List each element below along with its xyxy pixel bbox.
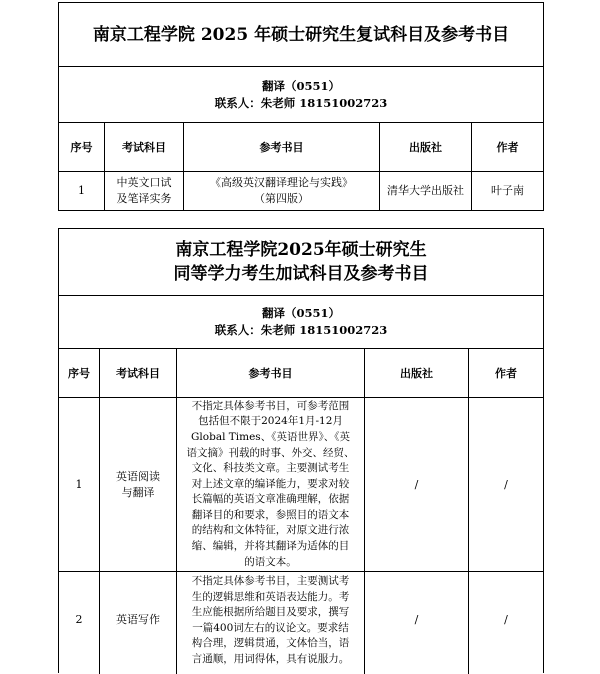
table1-row1-no: 1 — [78, 184, 85, 197]
table2-row1-book: 不指定具体参考书目，可参考范围 包括但不限于2024年1月-12月 Global Times、《英语世界》、《英 语文摘》刊载的时事、外交、经贸、 文化、科技类文章。主要测试考生 对上述文章的编译能力，要求对较 长篇幅的英语文章准确理解，依据 翻译目的和要求，参照目的语文本 的结构和文体特征，对原文进行浓 缩、编辑，并将其翻译为适体的目 的语文本。 — [186, 399, 355, 568]
table2-row2-publisher: / — [414, 612, 419, 626]
table2-row2-author: / — [504, 612, 508, 626]
table2-header-subject: 考试科目 — [116, 367, 160, 380]
table1-row1-subject: 中英文口试 及笔译实务 — [116, 176, 172, 205]
table2-row2-subject: 英语写作 — [116, 612, 160, 626]
table2-header-no: 序号 — [68, 367, 90, 380]
table2-subject-code: 翻译（0551） — [261, 306, 340, 320]
table2-header-books: 参考书目 — [248, 367, 293, 380]
table-equivalent-extra-subjects — [58, 228, 544, 673]
table1-row1-publisher: 清华大学出版社 — [387, 184, 464, 197]
table2-row1-publisher: / — [414, 477, 419, 491]
table1-header-no: 序号 — [70, 141, 93, 154]
table1-contact: 联系人：朱老师 18151002723 — [214, 95, 388, 110]
table2-header-author: 作者 — [495, 367, 517, 380]
table1-subject-info — [59, 67, 543, 122]
table1-header-subject: 考试科目 — [122, 141, 166, 154]
table2-row2-no: 2 — [75, 612, 83, 626]
table2-row1-author: / — [504, 477, 508, 491]
table1-header-books: 参考书目 — [259, 141, 304, 154]
table1-row1-book: 《高级英汉翻译理论与实践》 （第四版） — [210, 176, 353, 205]
table2-row2-book: 不指定具体参考书目，主要测试考 生的逻辑思维和英语表达能力。考 生应能根据所给题目及要求，撰写 一篇400词左右的议论文。要求结 构合理，逻辑贯通，文体恰当，语 言通顺，用词得体，具有说服力。 — [191, 575, 350, 665]
table1-row1-author: 叶子南 — [491, 184, 524, 197]
table2-header-publisher: 出版社 — [400, 367, 433, 380]
table1-title: 南京工程学院 2025 年硕士研究生复试科目及参考书目 — [92, 24, 510, 45]
table2-row1-no: 1 — [75, 477, 83, 491]
table1-header-publisher: 出版社 — [409, 141, 442, 154]
table-retest-subjects — [58, 2, 544, 211]
table2-row1-subject: 英语阅读 与翻译 — [116, 469, 160, 499]
table2-subject-info — [59, 296, 543, 348]
table1-header-author: 作者 — [496, 141, 519, 154]
table2-title: 南京工程学院2025年硕士研究生 同等学力考生加试科目及参考书目 — [173, 240, 429, 284]
table2-contact: 联系人：朱老师 18151002723 — [214, 323, 388, 337]
table1-subject-code: 翻译（0551） — [261, 78, 340, 93]
